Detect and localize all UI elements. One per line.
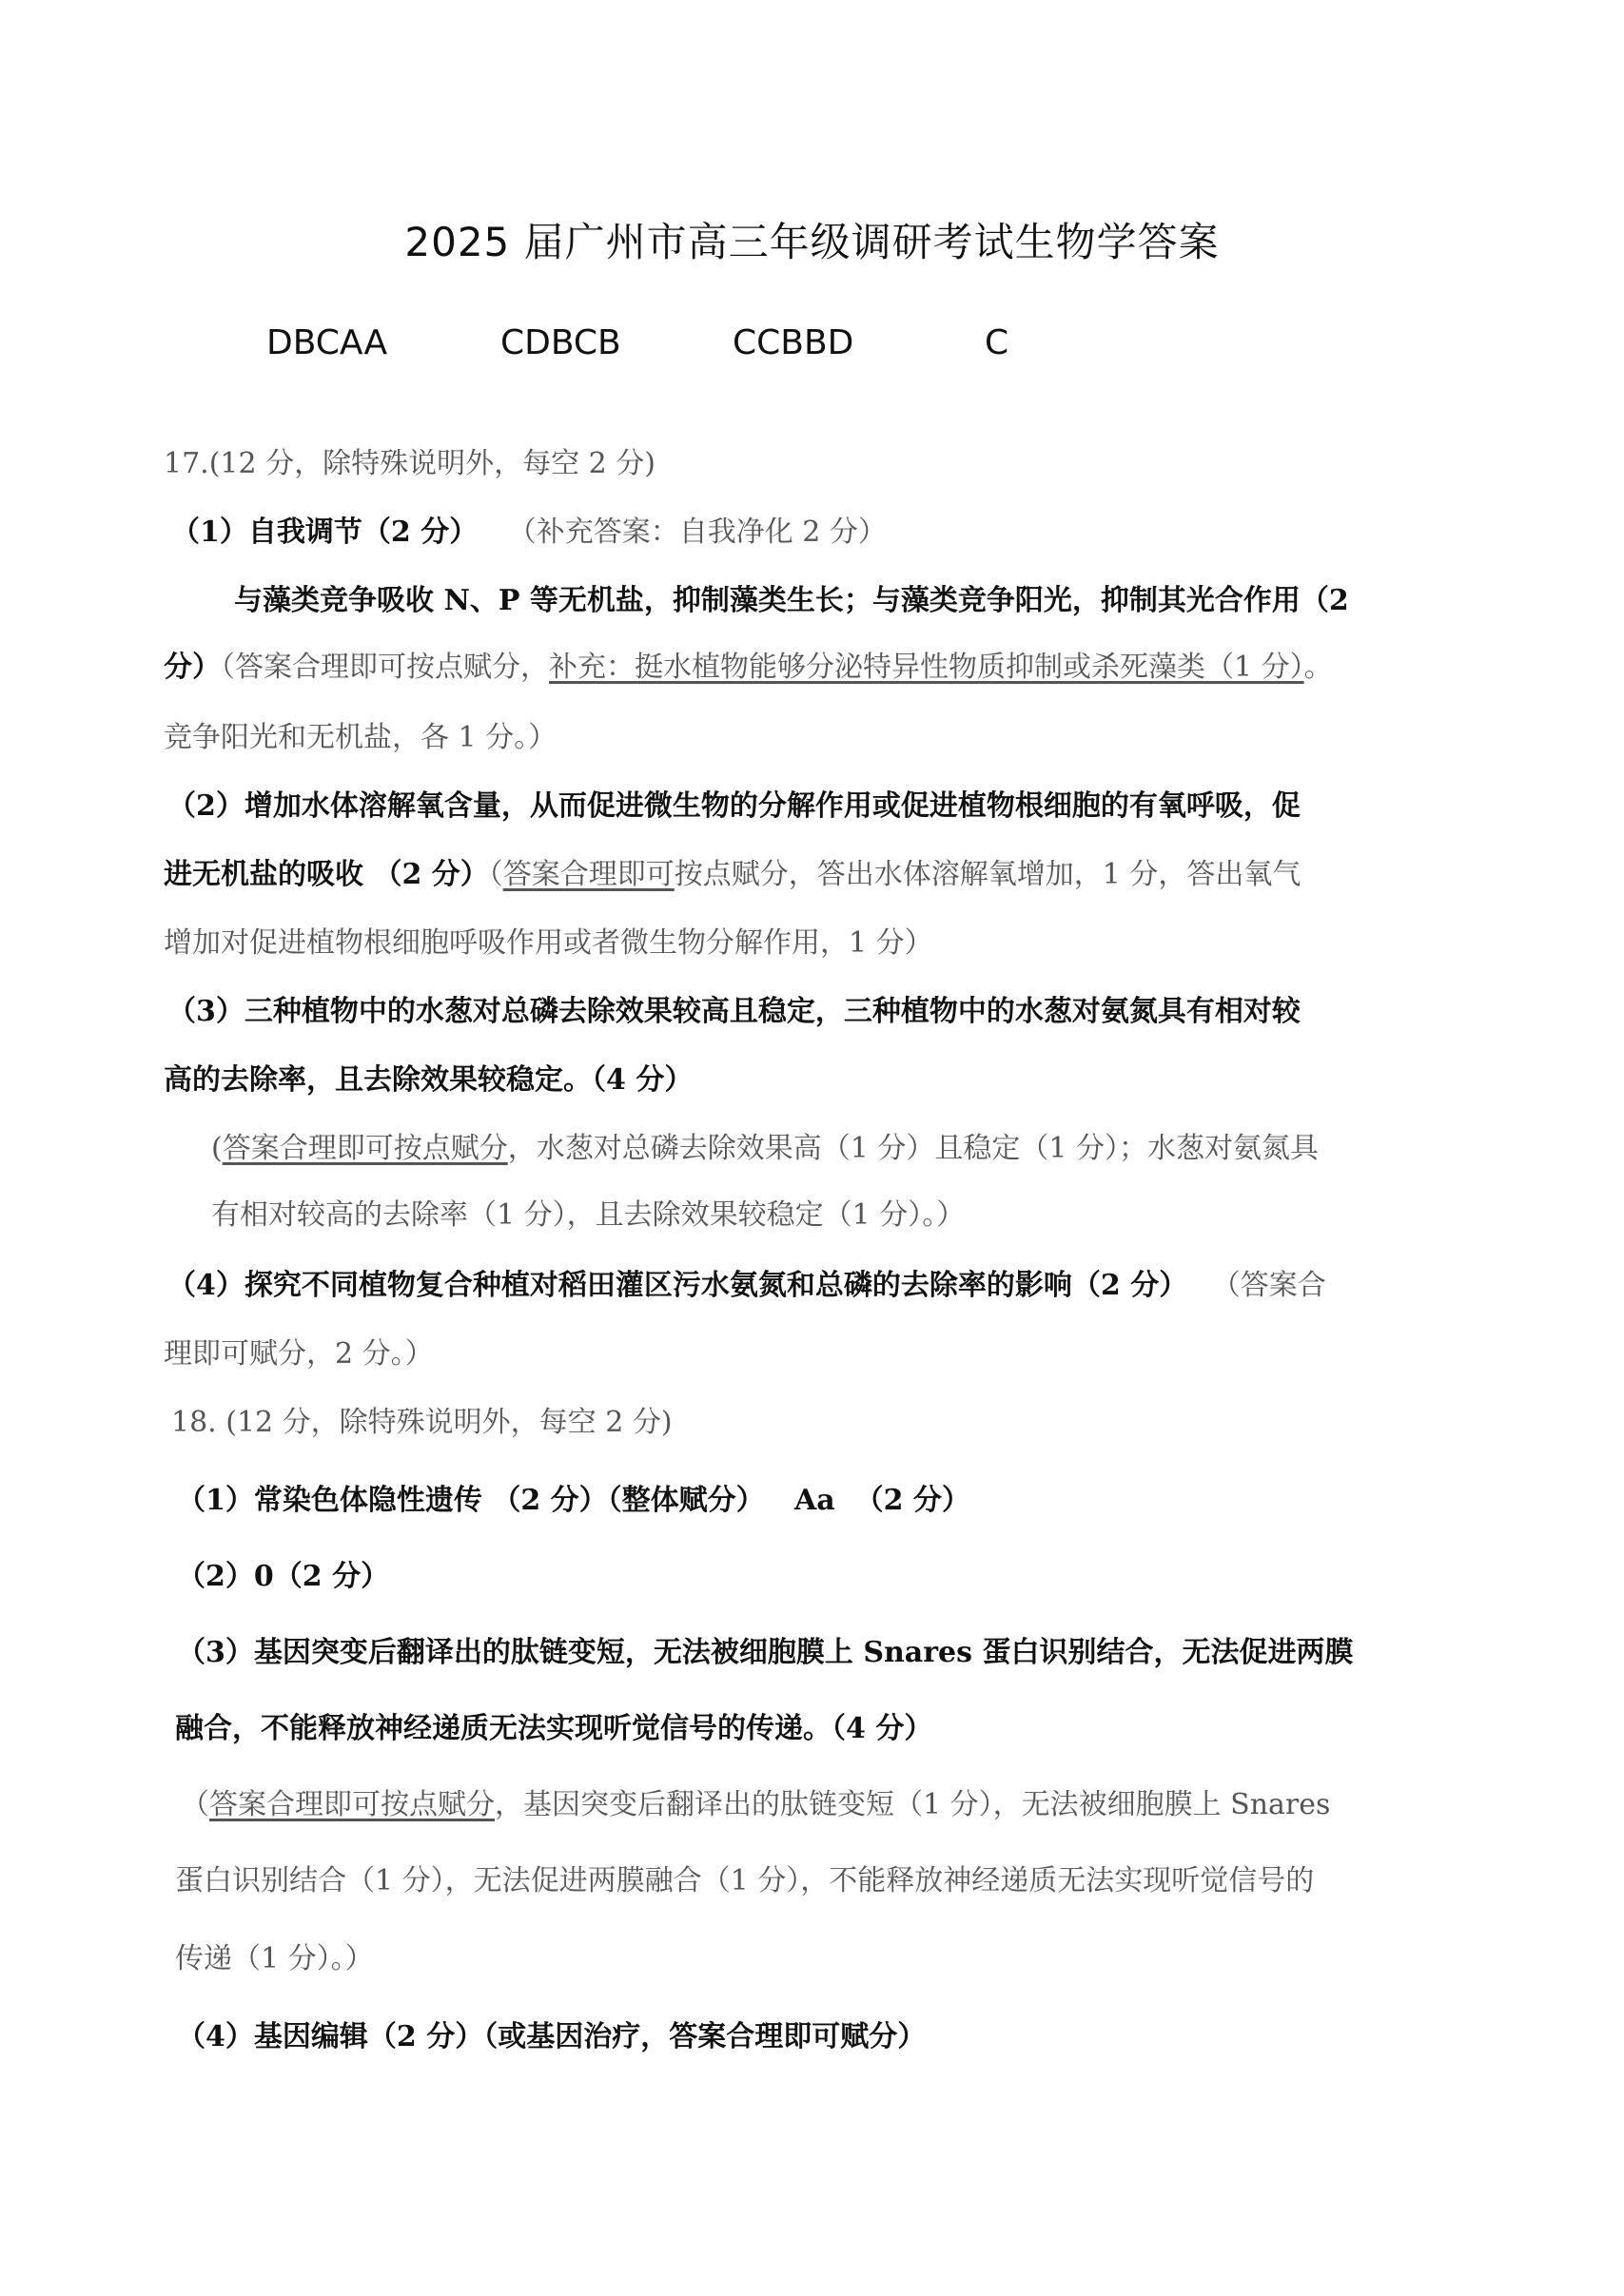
- q17-part1-answer: （1）自我调节（2 分）: [171, 516, 479, 549]
- q17-part1b-answer-end: 分）: [164, 651, 221, 684]
- q18-part3-note-open: （: [181, 1788, 209, 1821]
- q18-part3-answer-line2: 融合，不能释放神经递质无法实现听觉信号的传递。（4 分）: [175, 1712, 933, 1745]
- q17-part2-line2: [164, 856, 1486, 894]
- q18-part2-answer: （2）0（2 分）: [177, 1560, 390, 1593]
- q17-part1b-answer: 与藻类竞争吸收 N、P 等无机盐，抑制藻类生长；与藻类竞争阳光，抑制其光合作用（2: [234, 584, 1349, 617]
- q17-part1b-line2: [164, 649, 1486, 687]
- q18-part3-note-underlined: 答案合理即可按点赋分: [209, 1788, 495, 1821]
- q17-part3-note-underlined: 答案合理即可按点赋分: [222, 1132, 508, 1165]
- q17-part3-answer-line2: 高的去除率，且去除效果较稳定。（4 分）: [164, 1063, 694, 1097]
- q17-part3-note: [211, 1130, 1534, 1168]
- q18-header: 18. (12 分，除特殊说明外，每空 2 分): [171, 1406, 673, 1439]
- page-title: 2025 届广州市高三年级调研考试生物学答案: [404, 219, 1220, 265]
- answer-group-2: CDBCB: [500, 323, 621, 362]
- q17-part1b-note-end: 。: [1303, 651, 1333, 684]
- q17-part3-note-line2: 有相对较高的去除率（1 分），且去除效果较稳定（1 分）。）: [211, 1198, 966, 1232]
- q17-part3-note-text: ，水葱对总磷去除效果高（1 分）且稳定（1 分）；水葱对氨氮具: [507, 1132, 1319, 1165]
- q18-part1-answer: （1）常染色体隐性遗传 （2 分）（整体赋分） Aa （2 分）: [177, 1484, 970, 1517]
- answer-group-3: CCBBD: [733, 323, 854, 362]
- q18-part4-answer: （4）基因编辑（2 分）（或基因治疗，答案合理即可赋分）: [177, 2020, 927, 2053]
- q18-part3-note: [181, 1786, 1503, 1824]
- answer-group-1: DBCAA: [266, 323, 388, 362]
- q17-part2-note-line2: 增加对促进植物根细胞呼吸作用或者微生物分解作用，1 分）: [164, 926, 933, 960]
- q17-part4: [167, 1267, 1490, 1305]
- q17-part1-note: （补充答案：自我净化 2 分）: [507, 516, 887, 549]
- q17-part2-note-underlined: 答案合理即可: [502, 858, 675, 891]
- answer-group-4: C: [985, 323, 1009, 362]
- q17-part1: [171, 514, 1494, 552]
- q17-part4-note: （答案合: [1211, 1269, 1326, 1302]
- q18-part3-note-line3: 传递（1 分）。）: [175, 1942, 374, 1975]
- q17-part3-answer: （3）三种植物中的水葱对总磷去除效果较高且稳定，三种植物中的水葱对氨氮具有相对较: [167, 995, 1301, 1028]
- q17-part2-answer: （2）增加水体溶解氧含量，从而促进微生物的分解作用或促进植物根细胞的有氧呼吸，促: [167, 789, 1301, 823]
- q17-part1b-note-line2: 竞争阳光和无机盐，各 1 分。）: [164, 721, 558, 754]
- q17-part4-answer: （4）探究不同植物复合种植对稻田灌区污水氨氮和总磷的去除率的影响（2 分）: [167, 1269, 1188, 1302]
- q18-part3-note-line2: 蛋白识别结合（1 分），无法促进两膜融合（1 分），不能释放神经递质无法实现听觉信号的: [175, 1864, 1315, 1897]
- q17-part3-note-open: (: [211, 1132, 223, 1165]
- q17-part1b-note: （答案合理即可按点赋分，: [221, 651, 549, 684]
- q18-part3-note-text: ，基因突变后翻译出的肽链变短（1 分），无法被细胞膜上 Snares: [495, 1788, 1331, 1821]
- q17-header: 17.(12 分，除特殊说明外，每空 2 分): [164, 447, 655, 480]
- q17-part2-answer-end: 进无机盐的吸收 （2 分）: [164, 858, 489, 891]
- q18-part3-answer: （3）基因突变后翻译出的肽链变短，无法被细胞膜上 Snares 蛋白识别结合，无法促进两膜: [177, 1636, 1354, 1669]
- q17-part1b-note-underlined: 补充：挺水植物能够分泌特异性物质抑制或杀死藻类（1 分）: [549, 651, 1304, 684]
- q17-part4-note-line2: 理即可赋分，2 分。）: [164, 1337, 434, 1371]
- q17-part2-note-open: （: [488, 858, 503, 891]
- q17-part2-note: 按点赋分，答出水体溶解氧增加，1 分，答出氧气: [674, 858, 1301, 891]
